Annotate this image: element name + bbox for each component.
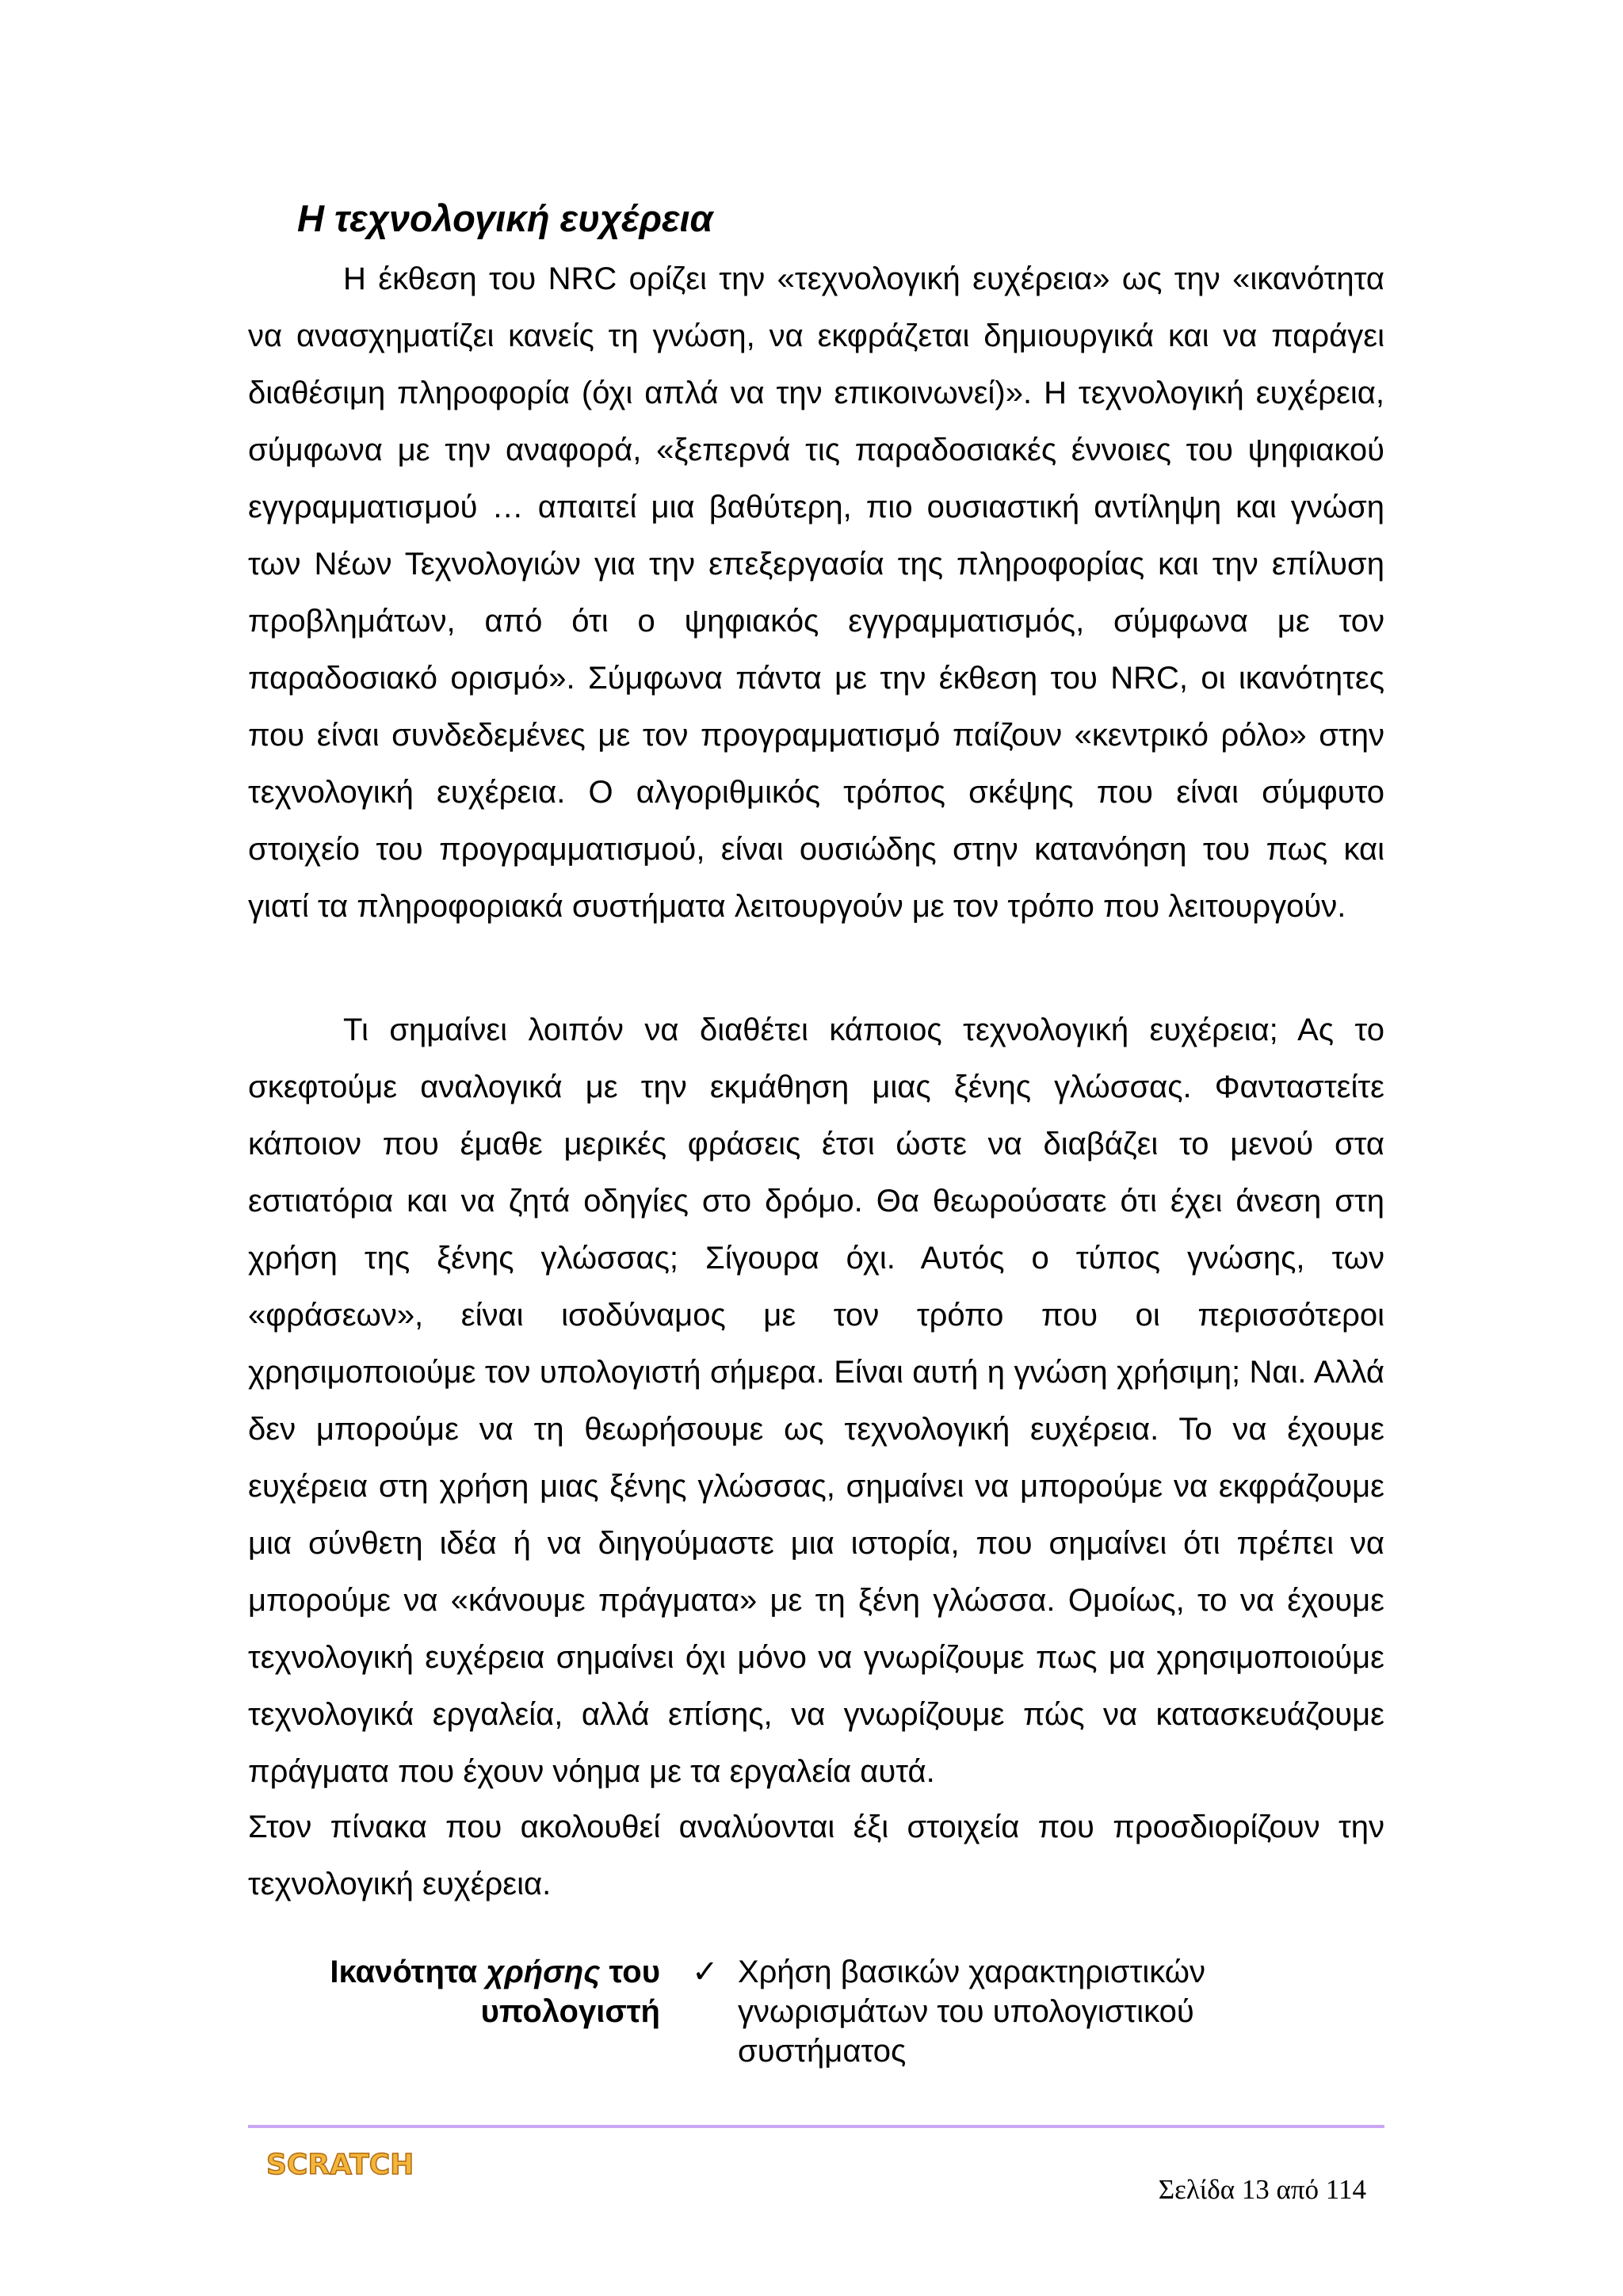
paragraph-2: Τι σημαίνει λοιπόν να διαθέτει κάποιος τεχνολογική ευχέρεια; Ας το σκεφτούμε αναλογικά με την εκμάθηση μιας ξένης γλώσσας. Φανταστείτε κάποιον που έμαθε μερικές φράσεις έτσι ώστε να διαβάζει το μενού στα εστιατόρια και να ζητά οδηγίες στο δρόμο. Θα θεωρούσατε ότι έχει άνεση στη χρήση της ξένης γλώσσας; Σίγουρα όχι. Αυτός ο τύπος γνώσης, των «φράσεων», είναι ισοδύναμος με τον τρόπο που οι περισσότεροι χρησιμοποιούμε τον υπολογιστή σήμερα. Είναι αυτή η γνώση χρήσιμη; Ναι. Αλλά δεν μπορούμε να τη θεωρήσουμε ως τεχνολογική ευχέρεια. Το να έχουμε ευχέρεια στη χρήση μιας ξένης γλώσσας, σημαίνει να μπορούμε να εκφράζουμε μια σύνθετη ιδέα ή να διηγούμαστε μια ιστορία, που σημαίνει ότι πρέπει να μπορούμε να «κάνουμε πράγματα» με τη ξένη γλώσσα. Ομοίως, το να έχουμε τεχνολογική ευχέρεια σημαίνει όχι μόνο να γνωρίζουμε πως μα χρησιμοποιούμε τεχνολογικά εργαλεία, αλλά επίσης, να γνωρίζουμε πώς να κατασκευάζουμε πράγματα που έχουν νόημα με τα εργαλεία αυτά. [248, 1013, 1384, 1789]
footer-divider [248, 2125, 1384, 2128]
page-number: Σελίδα 13 από 114 [1158, 2174, 1366, 2205]
scratch-logo [263, 2138, 414, 2185]
skill-label [248, 1952, 660, 2031]
skill-label-part2: χρήσης [486, 1955, 601, 1989]
scratch-logo-text: SCRATCH [266, 2149, 414, 2181]
skill-label-part3: του υπολογιστή [480, 1955, 660, 2029]
skills-table-row [248, 1952, 1384, 2095]
paragraph-3: Στον πίνακα που ακολουθεί αναλύονται έξι στοιχεία που προσδιορίζουν την τεχνολογική ευχέρεια. [248, 1810, 1384, 1901]
section-heading: Η τεχνολογική ευχέρεια [297, 197, 713, 239]
check-icon: ✓ [692, 1955, 719, 1989]
skill-description: Χρήση βασικών χαρακτηριστικών γνωρισμάτων του υπολογιστικού συστήματος [738, 1955, 1206, 2069]
paragraph-1: Η έκθεση του NRC ορίζει την «τεχνολογική ευχέρεια» ως την «ικανότητα να ανασχηματίζει κανείς τη γνώση, να εκφράζεται δημιουργικά και να παράγει διαθέσιμη πληροφορία (όχι απλά να την επικοινωνεί)». Η τεχνολογική ευχέρεια, σύμφωνα με την αναφορά, «ξεπερνά τις παραδοσιακές έννοιες του ψηφιακού εγγραμματισμού … απαιτεί μια βαθύτερη, πιο ουσιαστική αντίληψη και γνώση των Νέων Τεχνολογιών για την επεξεργασία της πληροφορίας και την επίλυση προβλημάτων, από ότι ο ψηφιακός εγγραμματισμός, σύμφωνα με τον παραδοσιακό ορισμό». Σύμφωνα πάντα με την έκθεση του NRC, οι ικανότητες που είναι συνδεδεμένες με τον προγραμματισμό παίζουν «κεντρικό ρόλο» στην τεχνολογική ευχέρεια. Ο αλγοριθμικός τρόπος σκέψης που είναι σύμφυτο στοιχείο του προγραμματισμού, είναι ουσιώδης στην κατανόηση του πως και γιατί τα πληροφοριακά συστήματα λειτουργούν με τον τρόπο που λειτουργούν. [248, 261, 1384, 924]
skill-label-part1: Ικανότητα [330, 1955, 487, 1989]
